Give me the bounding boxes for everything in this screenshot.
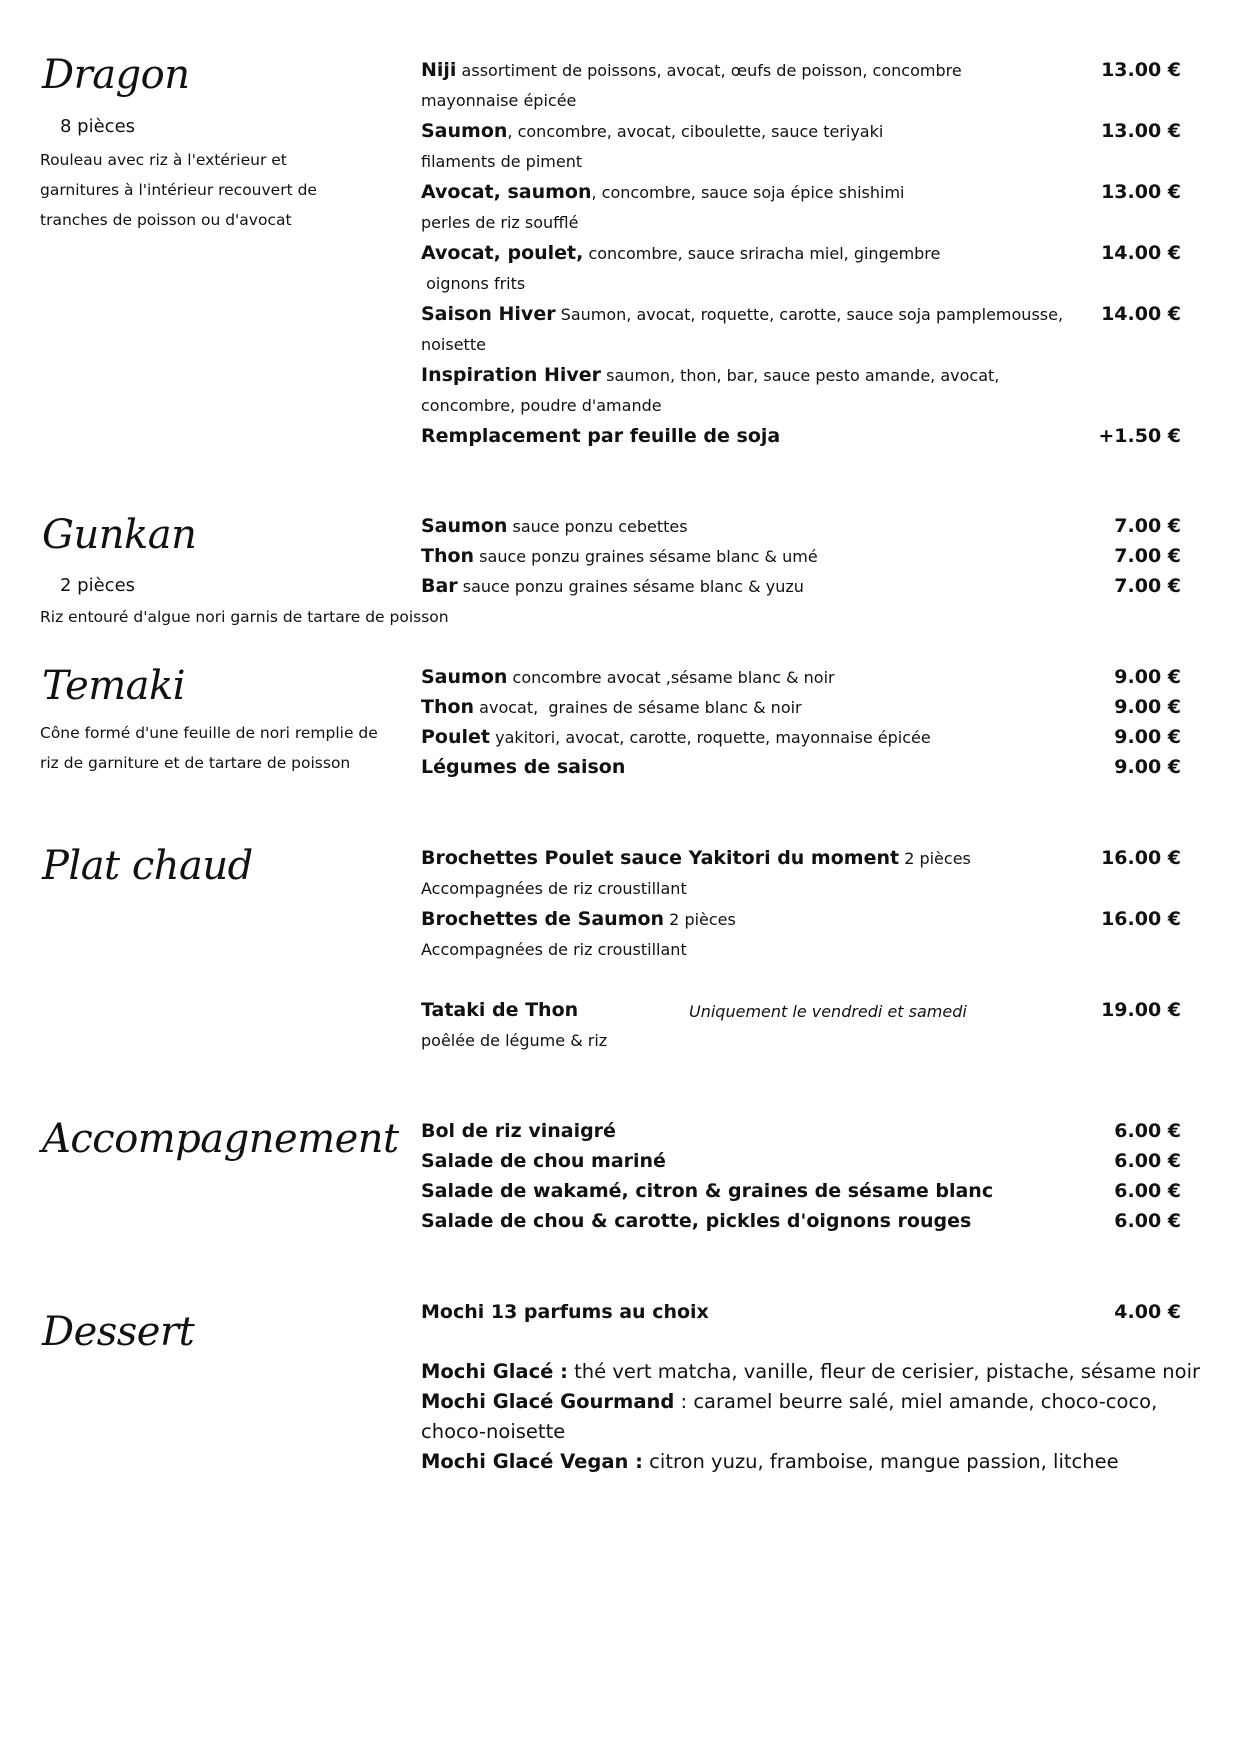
item-price: 13.00 € (1101, 120, 1181, 142)
item-detail-line2: noisette (421, 335, 486, 354)
mochi-vegan-line (421, 1447, 1119, 1477)
item-name: Saumon (421, 666, 508, 688)
item-detail-line2: poêlée de légume & riz (421, 1031, 608, 1050)
item-detail: sauce ponzu cebettes (512, 517, 688, 536)
item-name: Remplacement par feuille de soja (421, 425, 781, 447)
item-name: Niji (421, 59, 457, 81)
menu-item (421, 752, 1181, 783)
item-detail-line2: perles de riz soufflé (421, 213, 579, 232)
section-title: Dragon (42, 52, 190, 98)
item-price: 7.00 € (1114, 515, 1181, 537)
mochi-gourmand-line2: choco-noisette (421, 1420, 566, 1443)
menu-item (421, 238, 1181, 299)
item-detail: 2 pièces (904, 849, 971, 868)
menu-item (421, 1297, 1181, 1328)
item-name: Thon (421, 545, 475, 567)
pieces-count: 8 pièces (60, 116, 136, 137)
item-detail: concombre avocat ,sésame blanc & noir (512, 668, 835, 687)
item-detail: , concombre, sauce soja épice shishimi (591, 183, 905, 202)
item-detail: assortiment de poissons, avocat, œufs de poisson, concombre (461, 61, 962, 80)
section-description: Cône formé d'une feuille de nori remplie de riz de garniture et de tartare de poisson (40, 724, 378, 772)
menu-item (421, 692, 1181, 723)
item-name: Avocat, poulet, (421, 242, 584, 264)
item-detail-line2: filaments de piment (421, 152, 583, 171)
item-name: Mochi 13 parfums au choix (421, 1301, 709, 1323)
item-name: Saumon (421, 120, 508, 142)
item-name: Bar (421, 575, 458, 597)
item-price: 16.00 € (1101, 847, 1181, 869)
menu-item (421, 421, 1181, 452)
item-price: 9.00 € (1114, 696, 1181, 718)
item-name: Inspiration Hiver (421, 364, 602, 386)
item-detail-line2: mayonnaise épicée (421, 91, 577, 110)
item-name: Poulet (421, 726, 490, 748)
item-name: Brochettes de Saumon (421, 908, 665, 930)
flavor-list: citron yuzu, framboise, mangue passion, litchee (642, 1450, 1119, 1473)
flavor-label: Mochi Glacé Vegan : (421, 1450, 643, 1473)
menu-item (421, 843, 1181, 904)
menu-item (421, 1206, 1181, 1237)
section-description: Riz entouré d'algue nori garnis de tartare de poisson (40, 608, 449, 626)
item-price: 7.00 € (1114, 575, 1181, 597)
item-name: Tataki de Thon (421, 999, 579, 1021)
flavor-list: : caramel beurre salé, miel amande, choco-coco, (674, 1390, 1158, 1413)
section-title: Accompagnement (42, 1116, 399, 1162)
item-name: Saison Hiver (421, 303, 556, 325)
item-name: Saumon (421, 515, 508, 537)
flavor-label: Mochi Glacé : (421, 1360, 568, 1383)
menu-item (421, 541, 1181, 572)
item-detail-line2: Accompagnées de riz croustillant (421, 940, 687, 959)
menu-item (421, 571, 1181, 602)
flavor-label: Mochi Glacé Gourmand (421, 1390, 675, 1413)
item-price: 14.00 € (1101, 242, 1181, 264)
item-detail: 2 pièces (669, 910, 736, 929)
menu-item (421, 55, 1181, 116)
mochi-gourmand-line (421, 1387, 1157, 1417)
item-price: 6.00 € (1114, 1210, 1181, 1232)
pieces-count: 2 pièces (60, 575, 136, 596)
item-name: Légumes de saison (421, 756, 626, 778)
item-name: Salade de chou mariné (421, 1150, 666, 1172)
item-detail: concombre, sauce sriracha miel, gingembre (588, 244, 941, 263)
item-price: 19.00 € (1101, 999, 1181, 1021)
menu-item (421, 360, 1181, 421)
item-detail: , concombre, avocat, ciboulette, sauce teriyaki (507, 122, 884, 141)
section-title: Temaki (42, 663, 186, 709)
item-detail: sauce ponzu graines sésame blanc & yuzu (462, 577, 804, 596)
menu-item (421, 995, 1181, 1056)
item-detail: sauce ponzu graines sésame blanc & umé (479, 547, 818, 566)
item-price: 16.00 € (1101, 908, 1181, 930)
item-price: 13.00 € (1101, 181, 1181, 203)
item-detail: avocat, graines de sésame blanc & noir (479, 698, 802, 717)
menu-item (421, 1146, 1181, 1177)
item-price: 14.00 € (1101, 303, 1181, 325)
item-name: Avocat, saumon (421, 181, 592, 203)
section-title: Plat chaud (42, 843, 253, 889)
item-price: 13.00 € (1101, 59, 1181, 81)
item-price: 4.00 € (1114, 1301, 1181, 1323)
menu-item (421, 116, 1181, 177)
menu-item (421, 662, 1181, 693)
item-detail-line2: concombre, poudre d'amande (421, 396, 662, 415)
item-price: 9.00 € (1114, 726, 1181, 748)
item-name: Brochettes Poulet sauce Yakitori du moment (421, 847, 900, 869)
item-name: Thon (421, 696, 475, 718)
item-name: Bol de riz vinaigré (421, 1120, 616, 1142)
item-detail: yakitori, avocat, carotte, roquette, mayonnaise épicée (495, 728, 931, 747)
item-detail-line2: Accompagnées de riz croustillant (421, 879, 687, 898)
section-description: Rouleau avec riz à l'extérieur et garnitures à l'intérieur recouvert de tranches de poisson ou d'avocat (40, 151, 317, 229)
menu-item (421, 1176, 1181, 1207)
item-detail: saumon, thon, bar, sauce pesto amande, avocat, (606, 366, 1000, 385)
item-price: 9.00 € (1114, 756, 1181, 778)
menu-item (421, 299, 1181, 360)
item-name: Salade de wakamé, citron & graines de sésame blanc (421, 1180, 994, 1202)
item-price: 6.00 € (1114, 1120, 1181, 1142)
item-price: 9.00 € (1114, 666, 1181, 688)
item-detail-line2: oignons frits (421, 274, 526, 293)
menu-item (421, 177, 1181, 238)
menu-item (421, 1116, 1181, 1147)
item-price: 7.00 € (1114, 545, 1181, 567)
section-title: Gunkan (42, 512, 197, 558)
availability-note: Uniquement le vendredi et samedi (689, 1002, 967, 1021)
mochi-glace-line (421, 1357, 1200, 1387)
item-name: Salade de chou & carotte, pickles d'oignons rouges (421, 1210, 972, 1232)
section-title: Dessert (42, 1309, 195, 1355)
flavor-list: thé vert matcha, vanille, fleur de cerisier, pistache, sésame noir (567, 1360, 1201, 1383)
item-detail: Saumon, avocat, roquette, carotte, sauce soja pamplemousse, (560, 305, 1064, 324)
item-price: 6.00 € (1114, 1180, 1181, 1202)
item-price: 6.00 € (1114, 1150, 1181, 1172)
menu-item (421, 904, 1181, 965)
menu-item (421, 722, 1181, 753)
item-price: +1.50 € (1098, 425, 1181, 447)
menu-item (421, 511, 1181, 542)
